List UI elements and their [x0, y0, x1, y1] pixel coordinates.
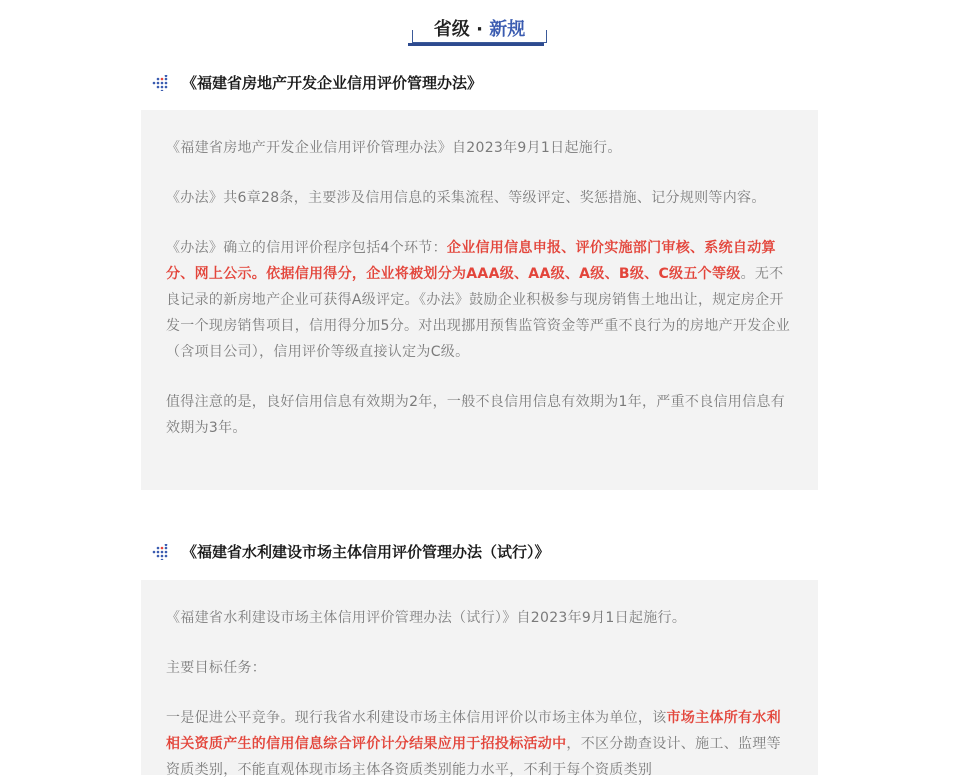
section-title-text: 《福建省房地产开发企业信用评价管理办法》 [182, 74, 483, 92]
section-title-real-estate [152, 72, 482, 94]
paragraph [166, 235, 793, 365]
highlighted-text: 企业信用信息申报、评价实施部门审核、系统自动算分、网上公示。依据信用得分，企业将被划分为AAA级、AA级、A级、B级、C级五个等级 [166, 240, 776, 282]
header-title-frame [408, 18, 551, 44]
text-run: 值得注意的是，良好信用信息有效期为2年，一般不良信用信息有效期为1年，严重不良信用信息有效期为3年。 [166, 394, 786, 436]
dots-grid-icon [152, 75, 168, 91]
paragraph [166, 705, 793, 783]
section-title-water-conservancy [152, 541, 550, 563]
header-title [430, 19, 529, 40]
text-run: 主要目标任务： [166, 660, 267, 676]
text-run: ，不区分勘查设计、施工、监理等资质类别，不能直观体现市场主体各资质类别能力水平，不利于每个资质类别 [166, 736, 781, 778]
text-run: 《办法》确立的信用评价程序包括4个环节： [166, 240, 447, 256]
dots-grid-icon [152, 544, 168, 560]
paragraph [166, 185, 793, 211]
section-title-text: 《福建省水利建设市场主体信用评价管理办法（试行）》 [182, 543, 550, 561]
text-run: 一是促进公平竞争。现行我省水利建设市场主体信用评价以市场主体为单位，该 [166, 710, 667, 726]
highlighted-text: 市场主体所有水利相关资质产生的信用信息综合评价计分结果应用于招投标活动中 [166, 710, 781, 752]
paragraph [166, 655, 793, 681]
section-panel-real-estate [141, 110, 818, 490]
header-title-main: 省级 [433, 19, 470, 40]
header-title-separator: · [476, 19, 483, 40]
section-panel-water-conservancy [141, 580, 818, 778]
header-title-accent: 新规 [489, 19, 526, 40]
paragraph [166, 605, 793, 631]
text-run: 《办法》共6章28条，主要涉及信用信息的采集流程、等级评定、奖惩措施、记分规则等内容。 [166, 190, 766, 206]
header-underline [408, 43, 544, 46]
text-run: 《福建省水利建设市场主体信用评价管理办法（试行）》自2023年9月1日起施行。 [166, 610, 687, 626]
paragraph [166, 389, 793, 441]
paragraph [166, 135, 793, 161]
text-run: 。无不良记录的新房地产企业可获得A级评定。《办法》鼓励企业积极参与现房销售土地出让，规定房企开发一个现房销售项目，信用得分加5分。对出现挪用预售监管资金等严重不良行为的房地产开发企业（含项目公司），信用评价等级直接认定为C级。 [166, 266, 791, 360]
page-header [0, 18, 959, 48]
text-run: 《福建省房地产开发企业信用评价管理办法》自2023年9月1日起施行。 [166, 140, 622, 156]
